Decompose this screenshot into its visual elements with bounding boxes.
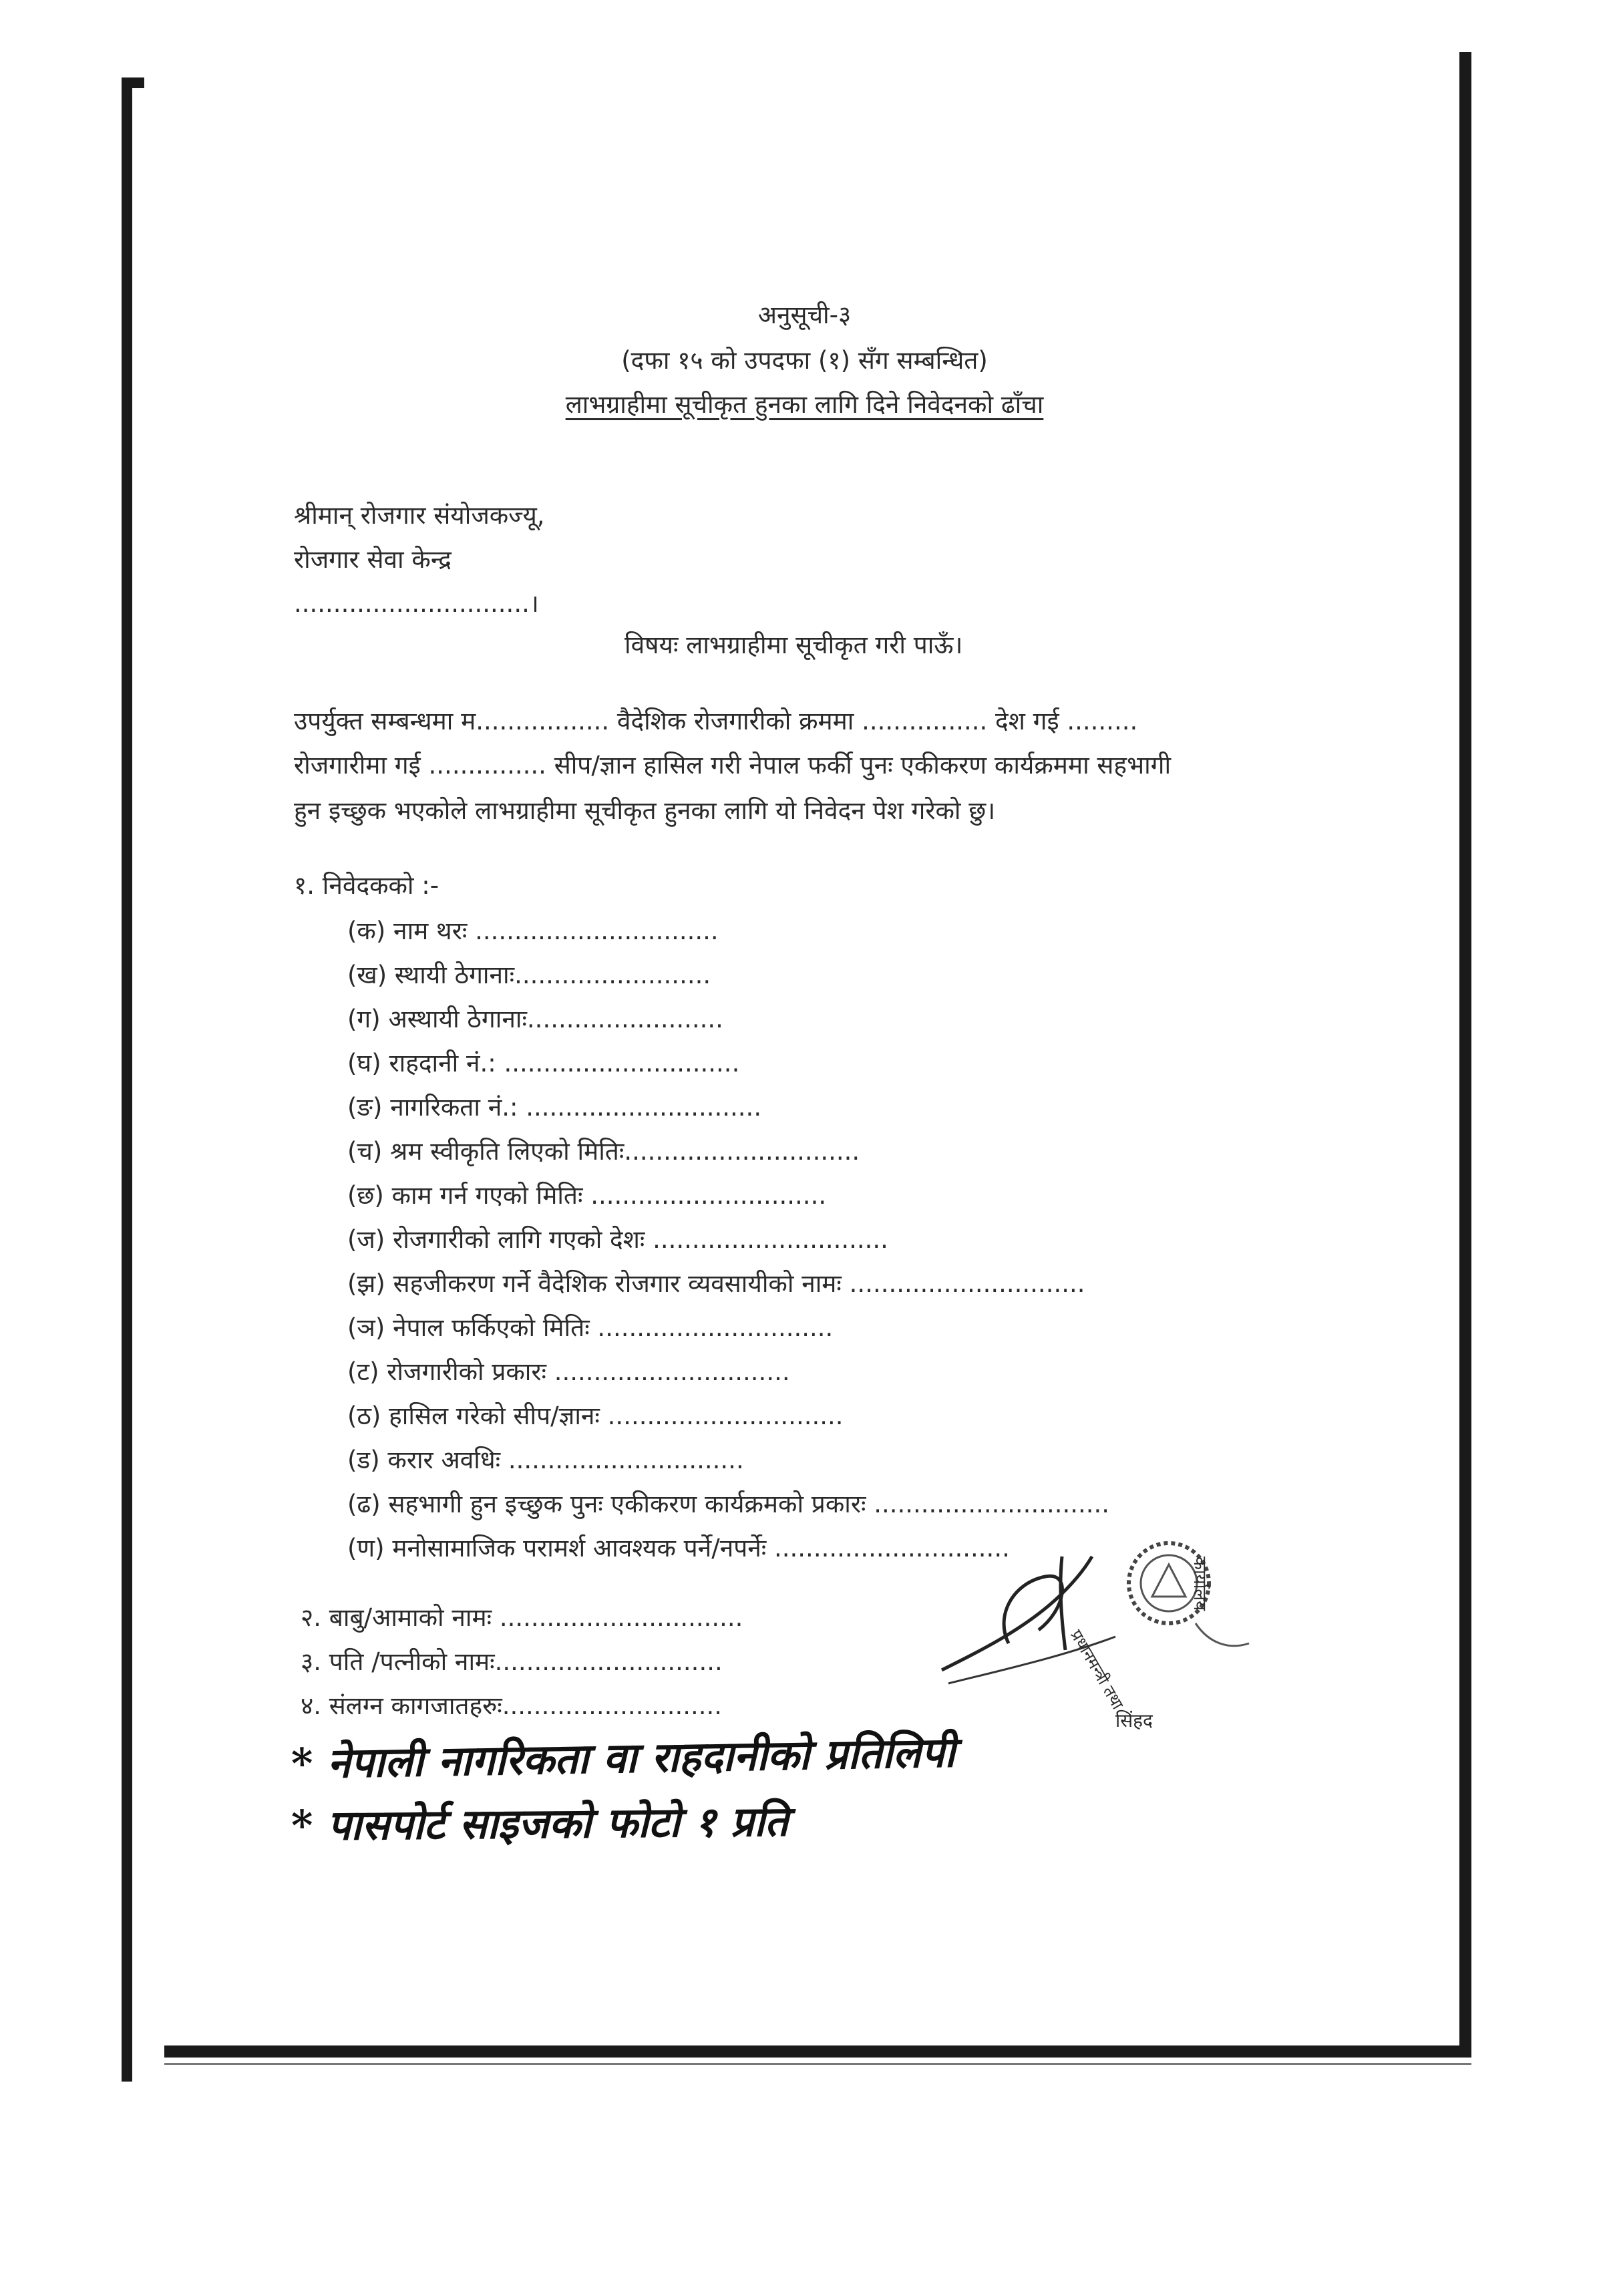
applicant-field-tha: (ठ) हासिल गरेको सीप/ज्ञानः .............................. [347,1402,844,1430]
applicant-field-nga: (ङ) नागरिकता नं.: .............................. [347,1093,762,1122]
applicant-field-nya: (ञ) नेपाल फर्किएको मितिः .............................. [347,1313,834,1342]
applicant-field-ja: (ज) रोजगारीको लागि गएको देशः .............................. [347,1225,888,1254]
applicant-field-kha: (ख) स्थायी ठेगानाः......................... [347,961,711,989]
body-line-2: रोजगारीमा गई ............... सीप/ज्ञान हासिल गरी नेपाल फर्की पुनः एकीकरण कार्यक्रममा सहभागी [294,751,1172,780]
addressee-office: रोजगार सेवा केन्द्र [294,545,452,574]
applicant-field-ta: (ट) रोजगारीको प्रकारः .............................. [347,1357,790,1386]
scan-border-bottom-shadow [164,2063,1471,2065]
body-line-3: हुन इच्छुक भएकोले लाभग्राहीमा सूचीकृत हुनका लागि यो निवेदन पेश गरेको छु। [294,796,996,825]
scan-border-bottom [164,2045,1471,2058]
applicant-field-chha: (छ) काम गर्न गएको मितिः .............................. [347,1181,827,1210]
scan-border-left-cap [122,77,144,88]
schedule-label: अनुसूची-३ [757,301,852,329]
seal-text-office: कार्यालय [1190,1556,1210,1611]
scan-border-left [122,77,132,2082]
applicant-field-ga: (ग) अस्थायी ठेगानाः......................... [347,1005,723,1033]
attachments-field: ४. संलग्न कागजातहरुः............................ [301,1691,723,1720]
addressee-line: श्रीमान् रोजगार संयोजकज्यू, [294,501,545,530]
body-line-1: उपर्युक्त सम्बन्धमा म................. वैदेशिक रोजगारीको क्रममा ................ देश गई ......... [294,707,1138,735]
applicant-field-ka: (क) नाम थरः ............................... [347,917,719,945]
applicant-field-na: (ण) मनोसामाजिक परामर्श आवश्यक पर्ने/नपर्नेः .............................. [347,1534,1010,1563]
seal-text-bottom: सिंहद [1115,1709,1153,1732]
seal-text-side: प्रधानमन्त्री तथा [1067,1627,1127,1713]
official-seal [1067,1530,1282,1757]
section-reference: (दफा १५ को उपदफा (१) सँग सम्बन्धित) [621,346,988,375]
addressee-location: ..............................। [294,589,539,618]
subject-line: विषयः लाभग्राहीमा सूचीकृत गरी पाऊँ। [624,631,963,659]
applicant-section-heading: १. निवेदकको :- [294,871,439,900]
handwritten-note-citizenship: * नेपाली नागरिकता वा राहदानीको प्रतिलिपी [291,1728,956,1788]
applicant-field-gha: (घ) राहदानी नं.: .............................. [347,1049,740,1078]
handwritten-note-photo: * पासपोर्ट साइजको फोटो १ प्रति [291,1796,789,1850]
applicant-field-dha: (ढ) सहभागी हुन इच्छुक पुनः एकीकरण कार्यक्रमको प्रकारः .............................. [347,1490,1110,1518]
applicant-field-jha: (झ) सहजीकरण गर्ने वैदेशिक रोजगार व्यवसायीको नामः .............................. [347,1269,1085,1298]
applicant-field-da: (ड) करार अवधिः .............................. [347,1446,744,1474]
applicant-field-cha: (च) श्रम स्वीकृति लिएको मितिः.............................. [347,1137,860,1166]
parent-name-field: २. बाबु/आमाको नामः ............................... [301,1603,743,1632]
form-title: लाभग्राहीमा सूचीकृत हुनका लागि दिने निवेदनको ढाँचा [565,390,1044,419]
spouse-name-field: ३. पति /पत्नीको नामः............................. [301,1647,723,1676]
